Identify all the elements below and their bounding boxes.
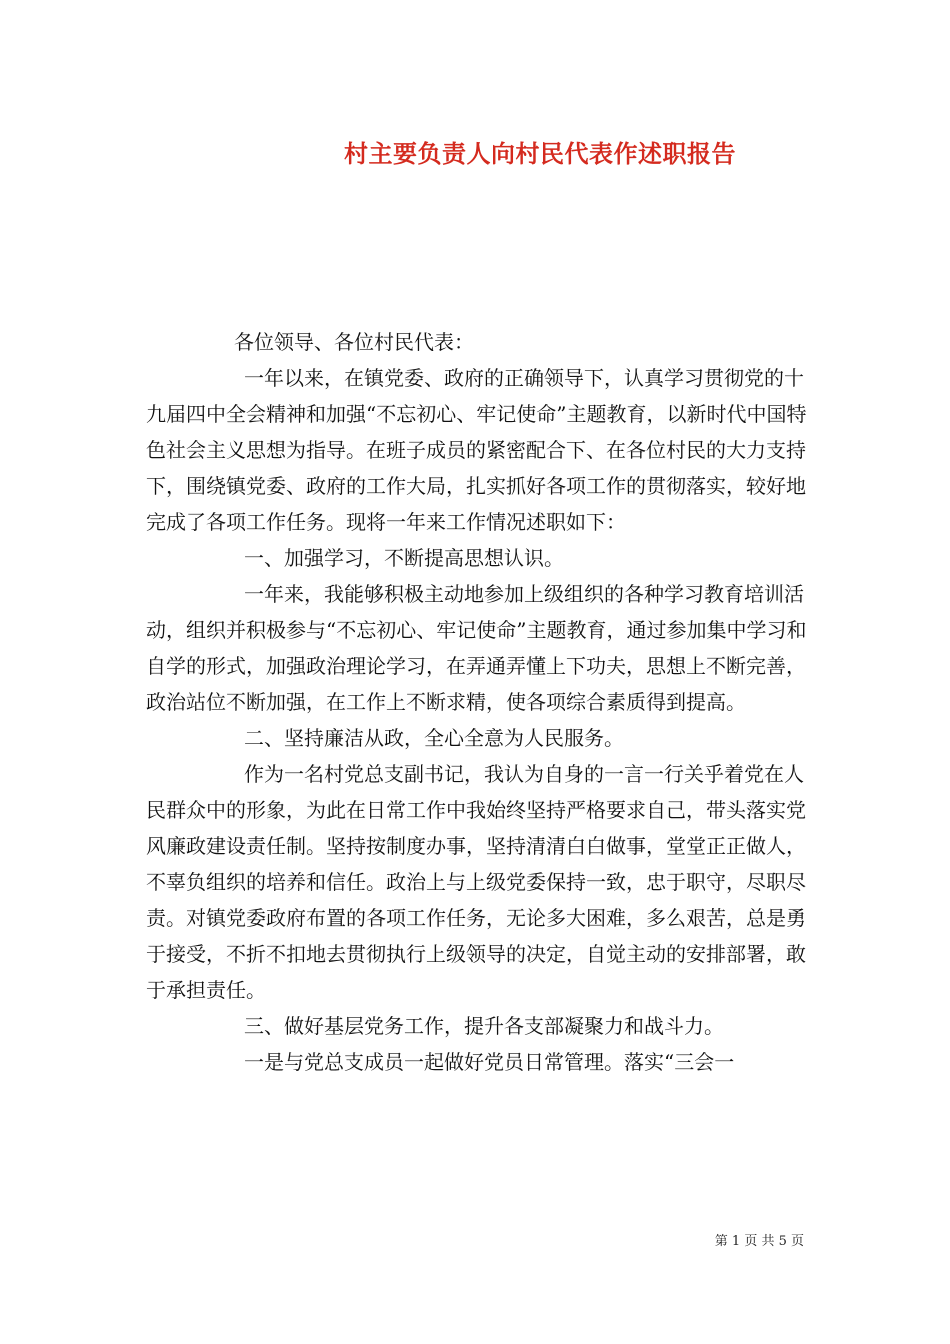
page-number-footer: 第 1 页 共 5 页 <box>714 1234 804 1249</box>
document-body <box>146 324 814 1080</box>
section-heading-3: 三、做好基层党务工作，提升各支部凝聚力和战斗力。 <box>244 1014 724 1038</box>
paragraph-section-3: 一是与党总支成员一起做好党员日常管理。落实“三会一 <box>244 1050 735 1074</box>
section-heading-2: 二、坚持廉洁从政，全心全意为人民服务。 <box>244 726 624 750</box>
document-title: 村主要负责人向村民代表作述职报告 <box>344 139 736 168</box>
paragraph-section-2: 作为一名村党总支副书记，我认为自身的一言一行关乎着党在人民群众中的形象，为此在日常工作中我始终坚持严格要求自己，带头落实党风廉政建设责任制。坚持按制度办事，坚持清清白白做事，堂堂正正做人，不辜负组织的培养和信任。政治上与上级党委保持一致，忠于职守，尽职尽责。对镇党委政府布置的各项工作任务，无论多大困难，多么艰苦，总是勇于接受，不折不扣地去贯彻执行上级领导的决定，自觉主动的安排部署，敢于承担责任。 <box>146 762 806 1002</box>
paragraph-section-1: 一年来，我能够积极主动地参加上级组织的各种学习教育培训活动，组织并积极参与“不忘初心、牢记使命”主题教育，通过参加集中学习和自学的形式，加强政治理论学习，在弄通弄懂上下功夫，思想上不断完善，政治站位不断加强，在工作上不断求精，使各项综合素质得到提高。 <box>146 582 807 714</box>
salutation: 各位领导、各位村民代表： <box>234 330 474 354</box>
section-heading-1: 一、加强学习，不断提高思想认识。 <box>244 546 564 570</box>
paragraph-intro: 一年以来，在镇党委、政府的正确领导下，认真学习贯彻党的十九届四中全会精神和加强“不忘初心、牢记使命”主题教育，以新时代中国特色社会主义思想为指导。在班子成员的紧密配合下、在各位村民的大力支持下，围绕镇党委、政府的工作大局，扎实抓好各项工作的贯彻落实，较好地完成了各项工作任务。现将一年来工作情况述职如下： <box>146 366 807 534</box>
